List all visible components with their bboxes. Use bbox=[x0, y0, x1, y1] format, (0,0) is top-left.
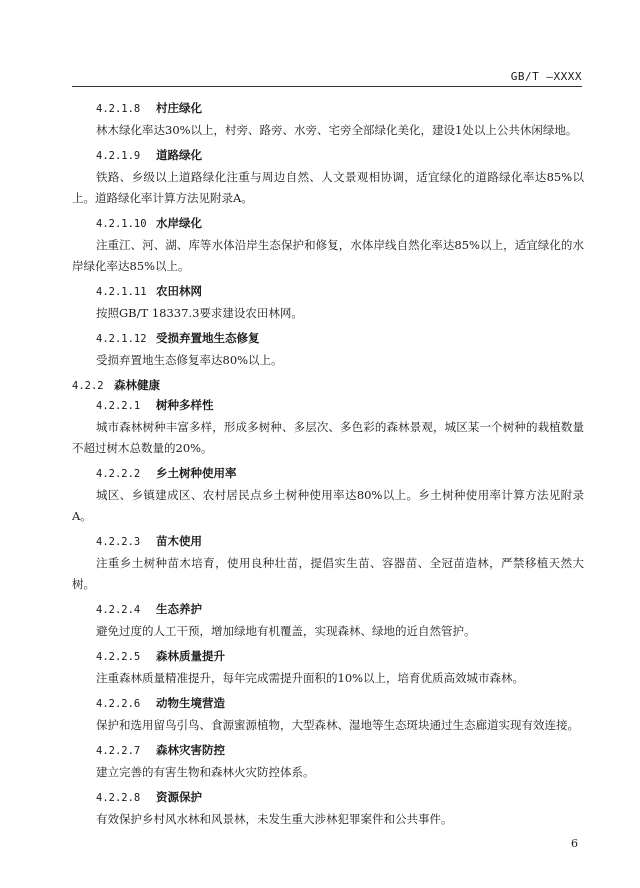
section-heading bbox=[96, 789, 584, 805]
section-number: 4.2.2.2 bbox=[96, 468, 141, 480]
section-heading bbox=[96, 601, 584, 617]
section-title: 生态养护 bbox=[156, 602, 202, 616]
section-title: 森林灾害防控 bbox=[156, 743, 225, 757]
section-paragraph: 受损弃置地生态修复率达80%以上。 bbox=[96, 353, 283, 367]
section-number: 4.2.1.10 bbox=[96, 218, 147, 230]
section-heading bbox=[96, 147, 584, 163]
section-heading bbox=[72, 377, 584, 393]
section-heading bbox=[96, 100, 584, 116]
section-heading bbox=[96, 330, 584, 346]
section-paragraph: 按照GB/T 18337.3要求建设农田林网。 bbox=[96, 306, 303, 320]
section-paragraph: 林木绿化率达30%以上，村旁、路旁、水旁、宅旁全部绿化美化，建设1处以上公共休闲绿地。 bbox=[96, 123, 578, 137]
section-paragraph: 保护和选用留鸟引鸟、食源蜜源植物，大型森林、湿地等生态斑块通过生态廊道实现有效连接。 bbox=[96, 718, 579, 732]
section-paragraph: 建立完善的有害生物和森林火灾防控体系。 bbox=[96, 765, 315, 779]
section-title: 道路绿化 bbox=[156, 148, 202, 162]
section-title: 受损弃置地生态修复 bbox=[156, 331, 260, 345]
section-number: 4.2.2.6 bbox=[96, 698, 141, 710]
section-title: 水岸绿化 bbox=[156, 216, 202, 230]
section-heading bbox=[96, 465, 584, 481]
section-number: 4.2.2.1 bbox=[96, 400, 141, 412]
section-heading bbox=[96, 648, 584, 664]
page-number: 6 bbox=[571, 837, 578, 850]
section-heading bbox=[96, 215, 584, 231]
section-number: 4.2.1.11 bbox=[96, 286, 147, 298]
section-heading bbox=[96, 695, 584, 711]
section-paragraph: 注重乡土树种苗木培育，使用良种壮苗，提倡实生苗、容器苗、全冠苗造林，严禁移植天然大树。 bbox=[72, 556, 584, 591]
section-number: 4.2.1.9 bbox=[96, 150, 141, 162]
section-paragraph: 铁路、乡级以上道路绿化注重与周边自然、人文景观相协调，适宜绿化的道路绿化率达85%以上。道路绿化率计算方法见附录A。 bbox=[72, 170, 584, 205]
section-number: 4.2.2.7 bbox=[96, 745, 141, 757]
section-title: 乡土树种使用率 bbox=[156, 466, 237, 480]
section-title: 村庄绿化 bbox=[156, 101, 202, 115]
section-number: 4.2.1.12 bbox=[96, 333, 147, 345]
section-number: 4.2.2.4 bbox=[96, 604, 141, 616]
section-heading bbox=[96, 283, 584, 299]
section-heading bbox=[96, 397, 584, 413]
section-paragraph: 城市森林树种丰富多样，形成多树种、多层次、多色彩的森林景观，城区某一个树种的栽植数量不超过树木总数量的20%。 bbox=[72, 420, 584, 455]
section-number: 4.2.1.8 bbox=[96, 103, 141, 115]
section-number: 4.2.2.3 bbox=[96, 536, 141, 548]
section-number: 4.2.2.8 bbox=[96, 792, 141, 804]
section-paragraph: 注重森林质量精准提升，每年完成需提升面积的10%以上，培育优质高效城市森林。 bbox=[96, 671, 525, 685]
header-rule bbox=[72, 86, 582, 87]
section-number: 4.2.2 bbox=[72, 380, 104, 392]
document-code: GB/T —XXXX bbox=[510, 70, 582, 83]
section-heading bbox=[96, 533, 584, 549]
section-title: 动物生境营造 bbox=[156, 696, 225, 710]
section-title: 森林健康 bbox=[114, 378, 160, 392]
section-title: 资源保护 bbox=[156, 790, 202, 804]
section-paragraph: 城区、乡镇建成区、农村居民点乡土树种使用率达80%以上。乡土树种使用率计算方法见附录A。 bbox=[72, 488, 584, 523]
section-paragraph: 注重江、河、湖、库等水体沿岸生态保护和修复，水体岸线自然化率达85%以上，适宜绿化的水岸绿化率达85%以上。 bbox=[72, 238, 584, 273]
section-paragraph: 避免过度的人工干预，增加绿地有机覆盖，实现森林、绿地的近自然管护。 bbox=[96, 624, 476, 638]
section-number: 4.2.2.5 bbox=[96, 651, 141, 663]
section-title: 苗木使用 bbox=[156, 534, 202, 548]
section-title: 树种多样性 bbox=[156, 398, 214, 412]
section-title: 森林质量提升 bbox=[156, 649, 225, 663]
section-heading bbox=[96, 742, 584, 758]
section-title: 农田林网 bbox=[156, 284, 202, 298]
document-body bbox=[72, 96, 584, 836]
section-paragraph: 有效保护乡村风水林和风景林，未发生重大涉林犯罪案件和公共事件。 bbox=[96, 812, 453, 826]
